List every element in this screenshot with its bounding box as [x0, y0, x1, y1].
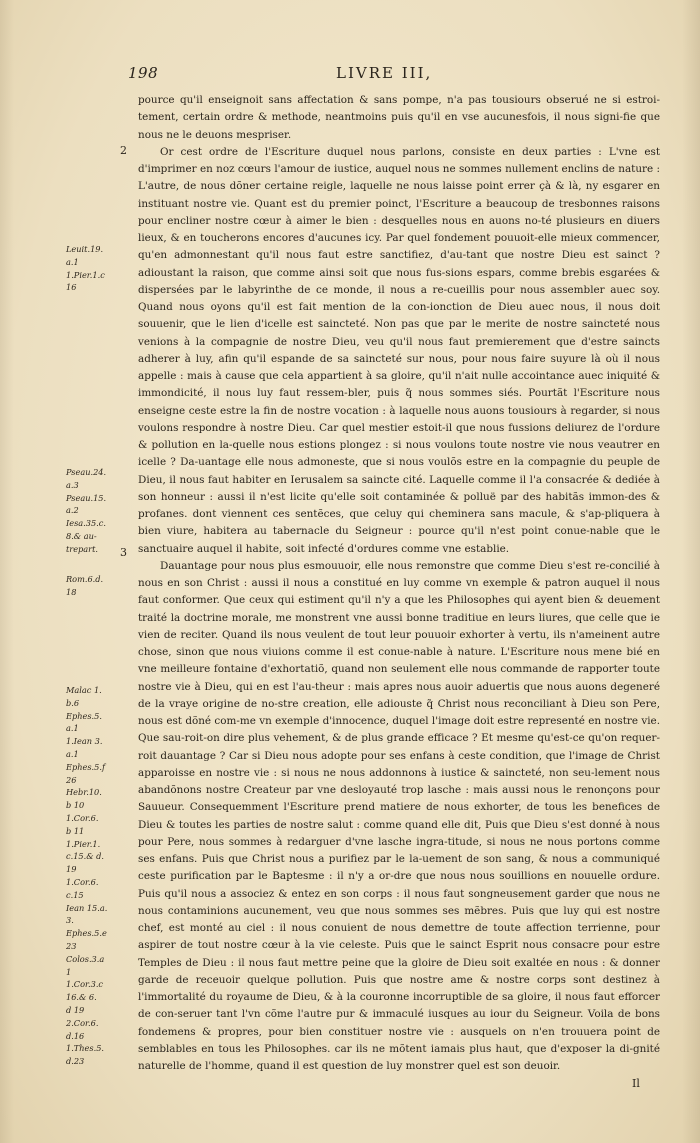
page-edge-shadow — [0, 0, 14, 1143]
paragraph-section-2: Or cest ordre de l'Escriture duquel nous parlons, consiste en deux parties : L'vne est d'imprimer en noz cœurs l'amour de iustice, auquel nous ne sommes nullement enclins de nature : L'autre, de nous dõner certaine reigle, laquelle ne nous laisse point errer çà & là, ny esgarer en instituant nostre vie. Quant est du premier poinct, l'Escriture a beaucoup de tresbonnes raisons pour encliner nostre cœur à aimer le bien : desquelles nous en auons no-té plusieurs en diuers lieux, & en toucherons encores d'aucunes icy. Par quel fondement pouuoit-elle mieux commencer, qu'en admonnestant qu'il nous faut estre sanctifiez, d'au-tant que nostre Dieu est sainct ? adioustant la raison, que comme ainsi soit que nous fus-sions espars, comme brebis esgarées & dispersées par le labyrinthe de ce monde, il nous a re-cueillis pour nous assembler auec soy. Quand nous oyons qu'il est fait mention de la con-ionction de Dieu auec nous, il nous doit souuenir, que le lien d'icelle est saincteté. Non pas que par le merite de nostre saincteté nous venions à la compagnie de nostre Dieu, veu qu'il nous faut premierement que d'estre saincts adherer à luy, afin qu'il espande de sa saincteté sur nous, pour nous faire suyure là où il nous appelle : mais à cause que cela appartient à sa gloire, qu'il n'ait nulle accointance auec iniquité & immondicité, il nous luy faut ressem-bler, puis q̃ nous sommes siés. Pourtãt l'Escriture nous enseigne ceste estre la fin de nostre vocation : à laquelle nous auons tousiours à regarder, si nous voulons respondre à nostre Dieu. Car quel mestier estoit-il que nous fussions deliurez de l'ordure & pollution en la-quelle nous estions plongez : si nous voulons toute nostre vie nous veautrer en icelle ? Da-uantage elle nous admoneste, que si nous voulõs estre en la compagnie du peuple de Dieu, il nous faut habiter en Ierusalem sa saincte cité. Laquelle comme il l'a consacrée & dediée à son honneur : aussi il n'est licite qu'elle soit contaminée & polluë par des habitãs immon-des & profanes. dont viennent ces sentẽces, que celuy qui cheminera sans macule, & s'ap-pliquera à bien viure, habitera au tabernacle du Seigneur : pource qu'il n'est point conue-nable que le sanctuaire auquel il habite, soit infecté d'ordures comme vne establie. — [138, 145, 660, 555]
spine-shadow — [682, 0, 700, 1143]
running-head — [128, 64, 668, 86]
paragraph-continuation: pource qu'il enseignoit sans affectation & sans pompe, n'a pas tousiours obserué ne si estroi-tement, certain ordre & methode, neantmoins puis qu'il en vse aucunesfois, il nous signi-fie que nous ne le deuons mespriser. — [138, 94, 660, 141]
body-text — [138, 92, 660, 1075]
section-number-3: 3 — [120, 546, 127, 559]
margin-note-leuit: Leuit.19. a.1 1.Pier.1.c 16 — [66, 244, 105, 293]
margin-note-malac: Malac 1. b.6 Ephes.5. a.1 1.Iean 3. a.1 Ephes.5.f 26 Hebr.10. b 10 1.Cor.6. b 11 1.Pier.1. c.15.& d. 19 1.Cor.6. c.15 Iean 15.a. 3. Ephes.5.e 23 Colos.3.a 1 1.Cor.3.c 16.& 6. d 19 2.Cor.6. d.16 1.Thes.5. d.23 — [66, 685, 108, 1067]
paragraph-section-3: Dauantage pour nous plus esmouuoir, elle nous remonstre que comme Dieu s'est re-concilié à nous en son Christ : aussi il nous a constitué en luy comme vn exemple & patron auquel il nous faut conformer. Que ceux qui estiment qu'il n'y a que les Philosophes qui ayent bien & deuement traité la doctrine morale, me monstrent vne aussi bonne traditiue en leurs liures, que celle que ie vien de reciter. Quand ils nous veulent de tout leur pouuoir exhorter à vertu, ils n'ameinent autre chose, sinon que nous viuions comme il est conue-nable à nature. L'Escriture nous mene bié en vne meilleure fontaine d'exhortatiõ, quand non seulement elle nous commande de rapporter toute nostre vie à Dieu, qui en est l'au-theur : mais apres nous auoir aduertis que nous auons degeneré de la vraye origine de no-stre creation, elle adiouste q̃ Christ nous reconciliant à Dieu son Pere, nous est dõné com-me vn exemple d'innocence, duquel l'image doit estre representé en nostre vie. Que sau-roit-on dire plus vehement, & de plus grande efficace ? Et mesme qu'est-ce qu'on requer-roit dauantage ? Car si Dieu nous adopte pour ses enfans à ceste condition, que l'image de Christ apparoisse en nostre vie : si nous ne nous addonnons à iustice & saincteté, non seu-lement nous abandõnons nostre Createur par vne desloyauté trop lasche : mais aussi nous le renonçons pour Sauueur. Consequemment l'Escriture prend matiere de nous exhorter, de tous les benefices de Dieu & toutes les parties de nostre salut : comme quand elle dit, Puis que Dieu s'est donné à nous pour Pere, nous sommes à redarguer d'vne lasche ingra-titude, si nous ne nous portons comme ses enfans. Puis que Christ nous a purifiez par le la-uement de son sang, & nous a communiqué ceste purification par le Baptesme : il n'y a or-dre que nous nous souillions en nouuelle ordure. Puis qu'il nous a associez & entez en son corps : il nous faut songneusement garder que nous ne nous contaminions aucunement, veu que nous sommes ses mẽbres. Puis que luy qui est nostre chef, est monté au ciel : il nous conuient de nous demettre de toute affection terrienne, pour aspirer de tout nostre cœur à la vie celeste. Puis que le sainct Esprit nous consacre pour estre Temples de Dieu : il nous faut mettre peine que la gloire de Dieu soit exaltée en nous : & donner garde de receuoir quelque pollution. Puis que nostre ame & nostre corps sont destinez à l'immortalité du royaume de Dieu, & à la couronne incorruptible de sa gloire, il nous faut efforcer de con-seruer tant l'vn cõme l'autre pur & immaculé iusques au iour du Seigneur. Voila de bons fondemens & propres, pour bien constituer nostre vie : ausquels on n'en trouuera point de semblables en tous les Philosophes. car ils ne mõtent iamais plus haut, que d'exposer la di-gnité naturelle de l'homme, quand il est question de luy monstrer quel est son deuoir. — [138, 559, 660, 1072]
section-number-2: 2 — [120, 144, 127, 157]
running-title: LIVRE III, — [336, 64, 433, 82]
catchword: Il — [632, 1077, 640, 1090]
margin-note-pseau: Pseau.24. a.3 Pseau.15. a.2 Iesa.35.c. 8.& au- trepart. — [66, 467, 107, 554]
margin-note-rom: Rom.6.d. 18 — [66, 574, 104, 597]
page-number: 198 — [128, 64, 159, 82]
